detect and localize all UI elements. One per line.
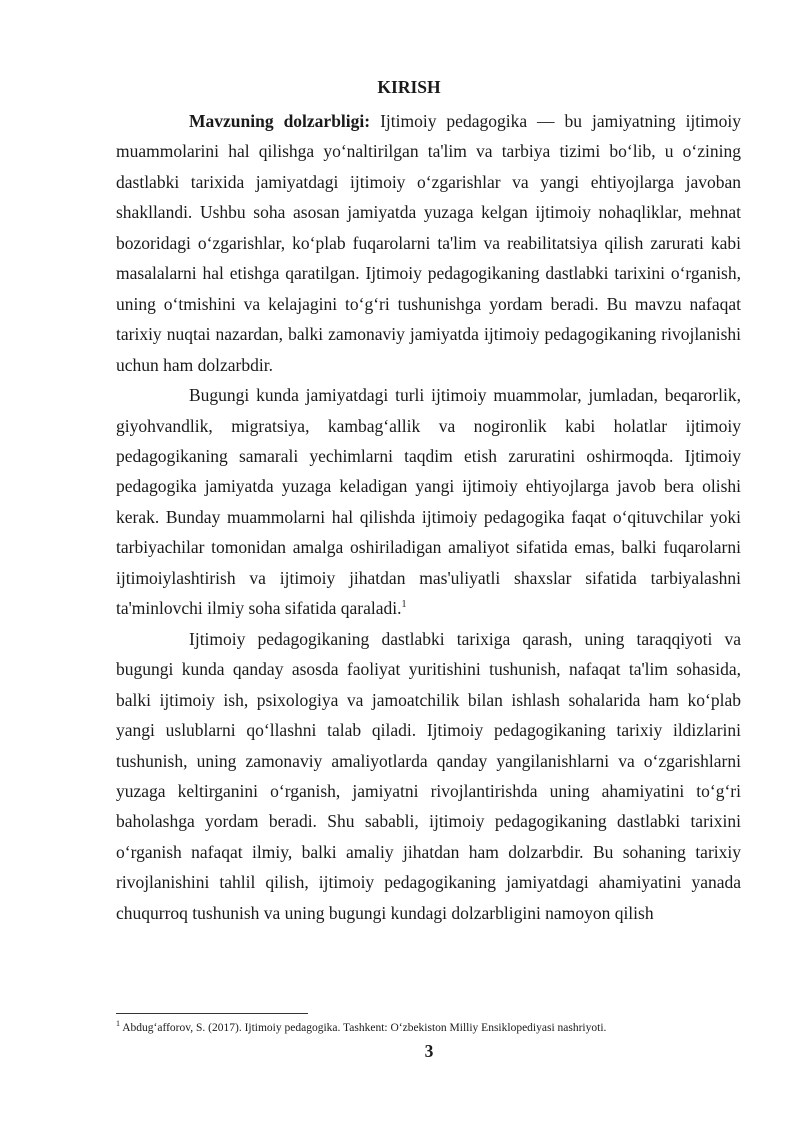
section-heading: KIRISH xyxy=(377,77,441,97)
paragraph-text: Ijtimoiy pedagogika — bu jamiyatning ijtimoiy muammolarini hal qilishga yo‘naltirilgan ta'lim va tarbiya tizimi bo‘lib, u o‘zining dastlabki tarixida jamiyatdagi ijtimoiy o‘zgarishlar va yangi ehtiyojlarga javoban shakllandi. Ushbu soha asosan jamiyatda yuzaga kelgan ijtimoiy nohaqliklar, mehnat bozoridagi o‘zgarishlar, ko‘plab fuqarolarni ta'lim va reabilitatsiya qilish zarurati kabi masalalarni hal etishga qaratilgan. Ijtimoiy pedagogikaning dastlabki tarixini o‘rganish, uning o‘tmishini va kelajagini to‘g‘ri tushunishga yordam beradi. Bu mavzu nafaqat tarixiy nuqtai nazardan, balki zamonaviy jamiyatda ijtimoiy pedagogikaning rivojlanishi uchun ham dolzarbdir. xyxy=(116,111,741,375)
paragraph-text: Ijtimoiy pedagogikaning dastlabki tarixiga qarash, uning taraqqiyoti va bugungi kunda qanday asosda faoliyat yuritishini tushunish, nafaqat ta'lim sohasida, balki ijtimoiy ish, psixologiya va jamoatchilik bilan ishlash sohalarida ham ko‘plab yangi uslublarni qo‘llashni talab qiladi. Ijtimoiy pedagogikaning tarixiy ildizlarini tushunish, uning zamonaviy amaliyotlarda qanday yangilanishlarni va o‘zgarishlarni yuzaga keltirganini o‘rganish, jamiyatni rivojlantirishda uning ahamiyatini to‘g‘ri baholashga yordam beradi. Shu sababli, ijtimoiy pedagogikaning dastlabki tarixini o‘rganish nafaqat ilmiy, balki amaliy jihatdan ham dolzarbdir. Bu sohaning tarixiy rivojlanishini tahlil qilish, ijtimoiy pedagogikaning jamiyatdagi ahamiyatini yanada chuqurroq tushunish va uning bugungi kundagi dolzarbligini namoyon qilish xyxy=(116,628,741,923)
page-number: 3 xyxy=(424,1041,434,1061)
paragraph-history xyxy=(116,624,741,929)
footnote-divider xyxy=(116,1013,308,1014)
paragraph-lead: Mavzuning dolzarbligi: xyxy=(189,111,371,131)
footnote xyxy=(116,1020,756,1036)
footnote-text: Abdug‘afforov, S. (2017). Ijtimoiy pedagogika. Tashkent: O‘zbekiston Milliy Ensiklopediyasi nashriyoti. xyxy=(120,1022,607,1034)
paragraph-relevance xyxy=(116,106,741,380)
footnote-reference[interactable]: 1 xyxy=(401,599,407,611)
paragraph-text: Bugungi kunda jamiyatdagi turli ijtimoiy muammolar, jumladan, beqarorlik, giyohvandlik, migratsiya, kambag‘allik va nogironlik kabi holatlar ijtimoiy pedagogikaning samarali yechimlarni taqdim etish zaruratini oshirmoqda. Ijtimoiy pedagogika jamiyatda yuzaga keladigan yangi ijtimoiy ehtiyojlarga javob bera olishi kerak. Bunday muammolarni hal qilishda ijtimoiy pedagogika faqat o‘qituvchilar yoki tarbiyachilar tomonidan amalga oshiriladigan amaliyot sifatida emas, balki fuqarolarni ijtimoiylashtirish va ijtimoiy jihatdan mas'uliyatli shaxslar sifatida tarbiyalashni ta'minlovchi ilmiy soha sifatida qaraladi. xyxy=(116,385,741,619)
body-text xyxy=(116,106,741,928)
paragraph-current-problems xyxy=(116,380,741,624)
footnote-number: 1 xyxy=(116,1019,120,1029)
